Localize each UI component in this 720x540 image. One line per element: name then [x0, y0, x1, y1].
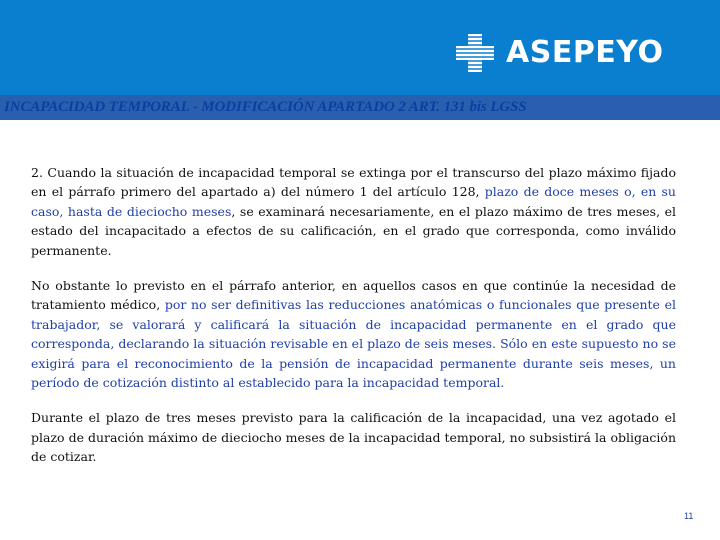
asepeyo-cross-logo-icon [456, 34, 494, 72]
paragraph-1-highlight: plazo de doce meses o, en su caso, hasta de dieciocho meses [31, 184, 676, 219]
brand-name: ASEPEYO [506, 35, 664, 70]
section-title-bar [0, 95, 720, 120]
paragraph-2-highlight: por no ser definitivas las reducciones anatómicas o funcionales que presente el trabajador, se valorará y calificará la situación de incapacidad permanente en el grado que corresponda, declarando la situación revisable en el plazo de seis meses. Sólo en este supuesto no se exigirá para el reconocimiento de la pensión de incapacidad permanente durante seis meses, un período de cotización distinto al establecido para la incapacidad temporal. [31, 297, 676, 391]
paragraph-3-text: Durante el plazo de tres meses previsto para la calificación de la incapacidad, una vez agotado el plazo de duración máximo de dieciocho meses de la incapacidad temporal, no subsistirá la obligación de cotizar. [31, 410, 676, 465]
paragraph-2 [31, 276, 676, 392]
paragraph-3 [31, 408, 676, 466]
page-title: INCAPACIDAD TEMPORAL - MODIFICACIÓN APARTADO 2 ART. 131 bis LGSS [4, 99, 527, 115]
paragraph-2-text-a: No obstante lo previsto en el párrafo anterior, en aquellos casos en que continúe la necesidad de tratamiento médico, [31, 278, 676, 313]
paragraph-1 [31, 163, 676, 260]
paragraph-1-text-a: 2. Cuando la situación de incapacidad temporal se extinga por el transcurso del plazo máximo fijado en el párrafo primero del apartado a) del número 1 del artículo 128, [31, 165, 676, 200]
page-number: 11 [684, 511, 694, 521]
document-body [31, 163, 676, 483]
header-banner [0, 0, 720, 95]
brand-logo [456, 34, 663, 72]
paragraph-1-text-c: , se examinará necesariamente, en el plazo máximo de tres meses, el estado del incapacitado a efectos de su calificación, en el grado que corresponda, como inválido permanente. [31, 203, 677, 258]
